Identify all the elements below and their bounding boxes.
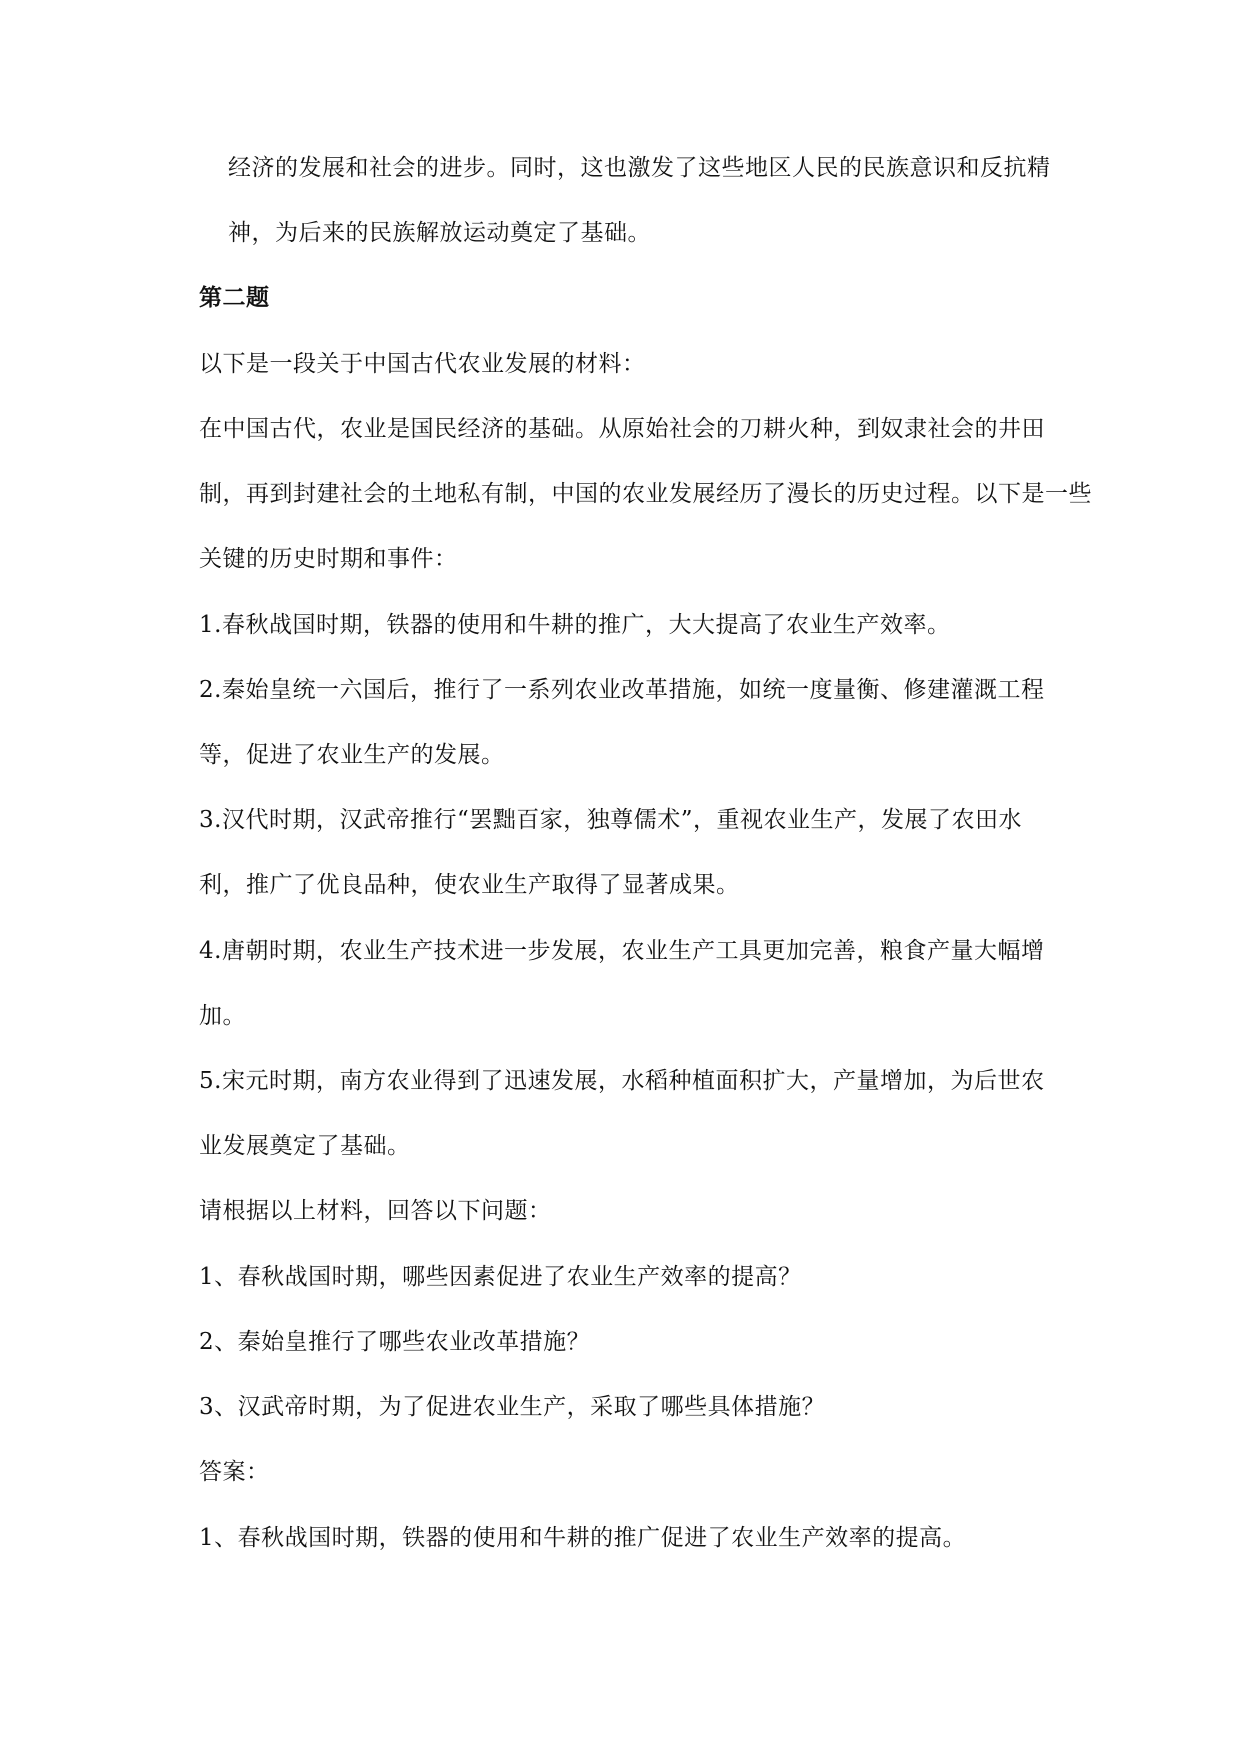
continuation-line-2: 神，为后来的民族解放运动奠定了基础。: [228, 220, 651, 246]
section-heading: 第二题: [199, 285, 270, 311]
material-intro: 以下是一段关于中国古代农业发展的材料：: [199, 351, 646, 377]
question-1: 1、春秋战国时期，哪些因素促进了农业生产效率的提高？: [199, 1264, 802, 1290]
event-line: 2.秦始皇统一六国后，推行了一系列农业改革措施，如统一度量衡、修建灌溉工程: [199, 677, 1045, 703]
question-3: 3、汉武帝时期，为了促进农业生产，采取了哪些具体措施？: [199, 1394, 826, 1420]
material-line-1: 在中国古代，农业是国民经济的基础。从原始社会的刀耕火种，到奴隶社会的井田: [199, 416, 1045, 442]
event-line: 等，促进了农业生产的发展。: [199, 742, 505, 768]
question-prompt: 请根据以上材料，回答以下问题：: [199, 1198, 552, 1224]
event-line: 4.唐朝时期，农业生产技术进一步发展，农业生产工具更加完善，粮食产量大幅增: [199, 938, 1045, 964]
event-line: 5.宋元时期，南方农业得到了迅速发展，水稻种植面积扩大，产量增加，为后世农: [199, 1068, 1045, 1094]
event-line: 加。: [199, 1003, 246, 1029]
event-line: 3.汉代时期，汉武帝推行“罢黜百家，独尊儒术”，重视农业生产，发展了农田水: [199, 807, 1022, 833]
question-2: 2、秦始皇推行了哪些农业改革措施？: [199, 1329, 591, 1355]
material-line-3: 关键的历史时期和事件：: [199, 546, 458, 572]
answer-label: 答案：: [199, 1459, 270, 1485]
event-line: 1.春秋战国时期，铁器的使用和牛耕的推广，大大提高了农业生产效率。: [199, 612, 951, 638]
material-line-2: 制，再到封建社会的土地私有制，中国的农业发展经历了漫长的历史过程。以下是一些: [199, 481, 1092, 507]
event-line: 业发展奠定了基础。: [199, 1133, 411, 1159]
event-line: 利，推广了优良品种，使农业生产取得了显著成果。: [199, 872, 740, 898]
continuation-line-1: 经济的发展和社会的进步。同时，这也激发了这些地区人民的民族意识和反抗精: [228, 155, 1051, 181]
answer-1: 1、春秋战国时期，铁器的使用和牛耕的推广促进了农业生产效率的提高。: [199, 1525, 967, 1551]
